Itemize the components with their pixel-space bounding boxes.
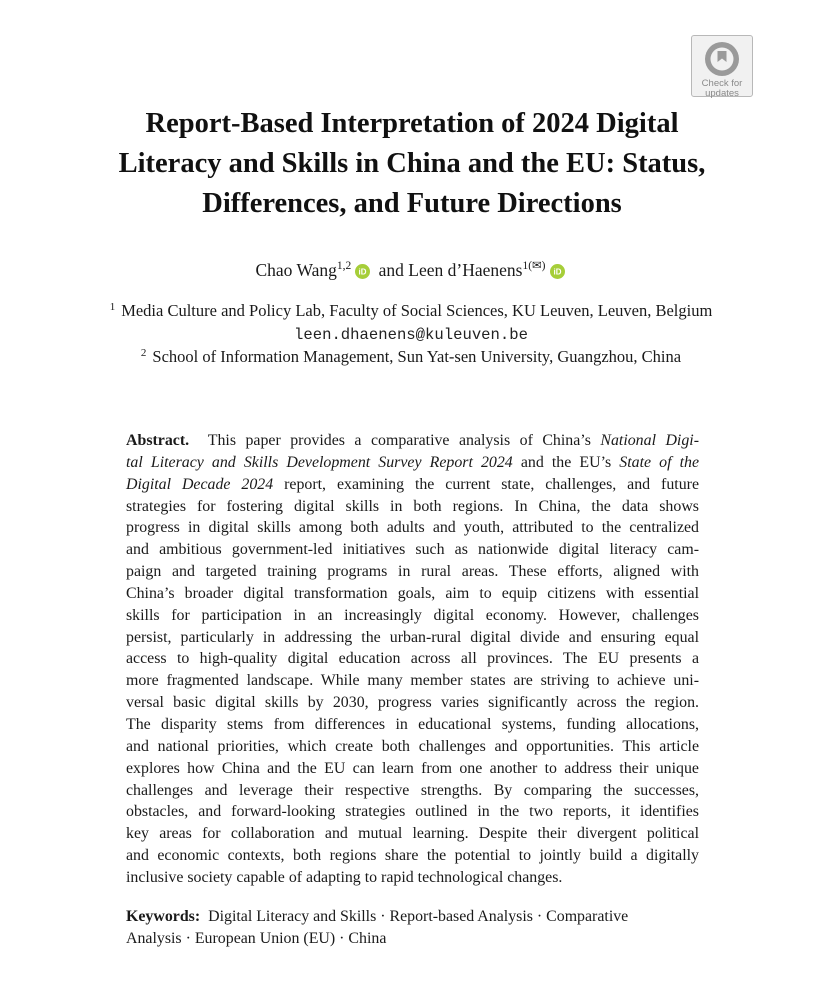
abstract-line: explores how China and the EU can learn from one another to address their unique: [126, 759, 699, 777]
abstract-line: The disparity stems from differences in educational systems, funding allocations,: [126, 715, 699, 733]
abstract-line: China’s broader digital transformation goals, aim to equip citizens with essential: [126, 584, 699, 602]
author-1-affiliation-marker: 1,2: [336, 260, 352, 272]
keywords-line: Analysis · European Union (EU) · China: [126, 929, 387, 947]
abstract-text: This paper provides a comparative analysis of China’s: [207, 432, 601, 449]
abstract-line: key areas for collaboration and mutual learning. Despite their divergent political: [126, 825, 699, 843]
abstract-line: skills for participation in an increasingly digital economy. However, challenges: [126, 606, 699, 624]
abstract-italic-text: National Digi-: [600, 432, 699, 449]
abstract-text: report, examining the current state, challenges, and future: [273, 475, 699, 493]
abstract: [126, 430, 699, 889]
abstract-line: obstacles, and forward-looking strategies outlined in the two reports, it identifies: [126, 803, 699, 821]
abstract-line: [126, 474, 699, 496]
affiliation-1-text: Media Culture and Policy Lab, Faculty of Social Sciences, KU Leuven, Leuven, Belgium: [121, 301, 713, 320]
abstract-line: paign and targeted training programs in rural areas. These efforts, aligned with: [126, 563, 699, 581]
abstract-line: access to high-quality digital education across all provinces. The EU presents a: [126, 650, 699, 668]
svg-text:iD: iD: [358, 267, 367, 277]
svg-text:iD: iD: [553, 267, 561, 277]
affiliation-1: [70, 300, 752, 322]
abstract-text: and the EU’s: [512, 453, 620, 471]
affiliation-2: [70, 346, 752, 368]
abstract-line: more fragmented landscape. While many member states are striving to achieve uni-: [126, 672, 699, 690]
abstract-line: challenges and leverage their respective strengths. By comparing the successes,: [126, 781, 699, 799]
badge-label-line1: Check for: [701, 78, 743, 89]
corresponding-email[interactable]: leen.dhaenens@kuleuven.be: [294, 326, 528, 344]
orcid-icon[interactable]: [550, 259, 565, 287]
abstract-italic-text: tal Literacy and Skills Development Survey Report 2024: [126, 453, 513, 471]
keywords: [126, 906, 699, 950]
abstract-line: persist, particularly in addressing the urban-rural digital divide and ensuring equal: [126, 628, 699, 646]
keywords-line: [126, 906, 699, 928]
abstract-line: [126, 452, 699, 474]
abstract-label: Abstract.: [126, 432, 190, 449]
author-2-affiliation-marker: 1(✉): [522, 260, 546, 272]
abstract-line: versal basic digital skills by 2030, progress varies significantly across the region.: [126, 694, 699, 712]
badge-label-line2: updates: [705, 88, 739, 99]
abstract-italic-text: Digital Decade 2024: [126, 475, 274, 493]
author-conjunction: and: [378, 260, 404, 280]
title-line-1: Report-Based Interpretation of 2024 Digital: [145, 108, 679, 139]
check-for-updates-icon: [703, 40, 741, 78]
orcid-icon[interactable]: [355, 259, 370, 287]
title-line-3: Differences, and Future Directions: [202, 188, 622, 219]
abstract-line: and ambitious government-led initiatives such as nationwide digital literacy cam-: [126, 541, 699, 559]
title-line-2: Literacy and Skills in China and the EU: Status,: [118, 148, 706, 179]
affiliation-2-text: School of Information Management, Sun Yat-sen University, Guangzhou, China: [152, 347, 682, 366]
author-name-2: Leen d’Haenens: [408, 260, 523, 280]
abstract-italic-text: State of the: [619, 453, 699, 471]
abstract-line: and economic contexts, both regions share the potential to jointly build a digitally: [126, 847, 699, 865]
abstract-line: progress in digital skills among both adults and youth, attributed to the centralized: [126, 519, 699, 537]
affiliation-2-number: 2: [140, 347, 147, 359]
paper-title: [70, 104, 754, 224]
keywords-text: Digital Literacy and Skills · Report-based Analysis · Comparative: [208, 908, 629, 925]
abstract-line: strategies for fostering digital skills in both regions. In China, the data shows: [126, 497, 699, 515]
abstract-line: inclusive society capable of adapting to rapid technological changes.: [126, 868, 563, 886]
affiliation-1-number: 1: [109, 301, 116, 313]
badge-label: [692, 79, 752, 99]
abstract-line: [126, 430, 699, 452]
abstract-line: and national priorities, which create both challenges and opportunities. This article: [126, 737, 699, 755]
author-line: [60, 256, 764, 287]
check-for-updates-badge[interactable]: [691, 35, 753, 97]
author-name-1: Chao Wang: [255, 260, 337, 280]
keywords-label: Keywords:: [126, 908, 201, 925]
